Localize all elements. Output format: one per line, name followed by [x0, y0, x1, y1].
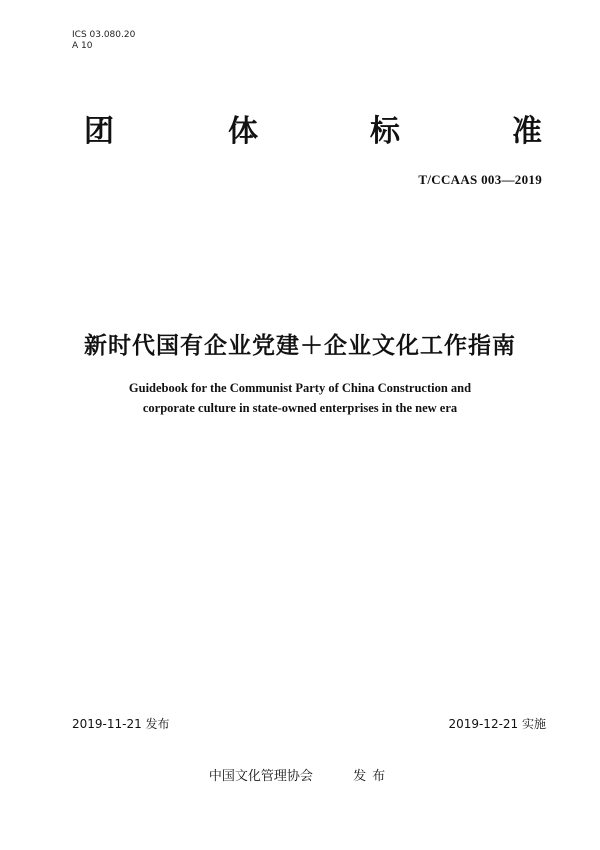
issuer-action: 发布 — [353, 769, 392, 784]
standard-number: T/CCAAS 003—2019 — [418, 172, 542, 187]
ccs-code: A 10 — [72, 41, 93, 51]
issuer-line — [0, 765, 600, 784]
ics-code: ICS 03.080.20 — [72, 30, 136, 40]
standard-type-char: 团 — [84, 114, 114, 149]
publish-date: 2019-11-21 发布 — [72, 717, 170, 731]
title-english-line-2: corporate culture in state-owned enterprises in the new era — [142, 401, 458, 415]
implement-date: 2019-12-21 实施 — [448, 717, 546, 731]
standard-type-heading — [0, 112, 600, 156]
title-chinese: 新时代国有企业党建＋企业文化工作指南 — [84, 333, 516, 359]
standard-type-char: 体 — [228, 114, 258, 149]
issuer-organization: 中国文化管理协会 — [208, 769, 313, 784]
standard-type-char: 准 — [512, 114, 542, 149]
standard-type-char: 标 — [370, 114, 400, 149]
title-english-line-1: Guidebook for the Communist Party of China Construction and — [128, 381, 472, 395]
